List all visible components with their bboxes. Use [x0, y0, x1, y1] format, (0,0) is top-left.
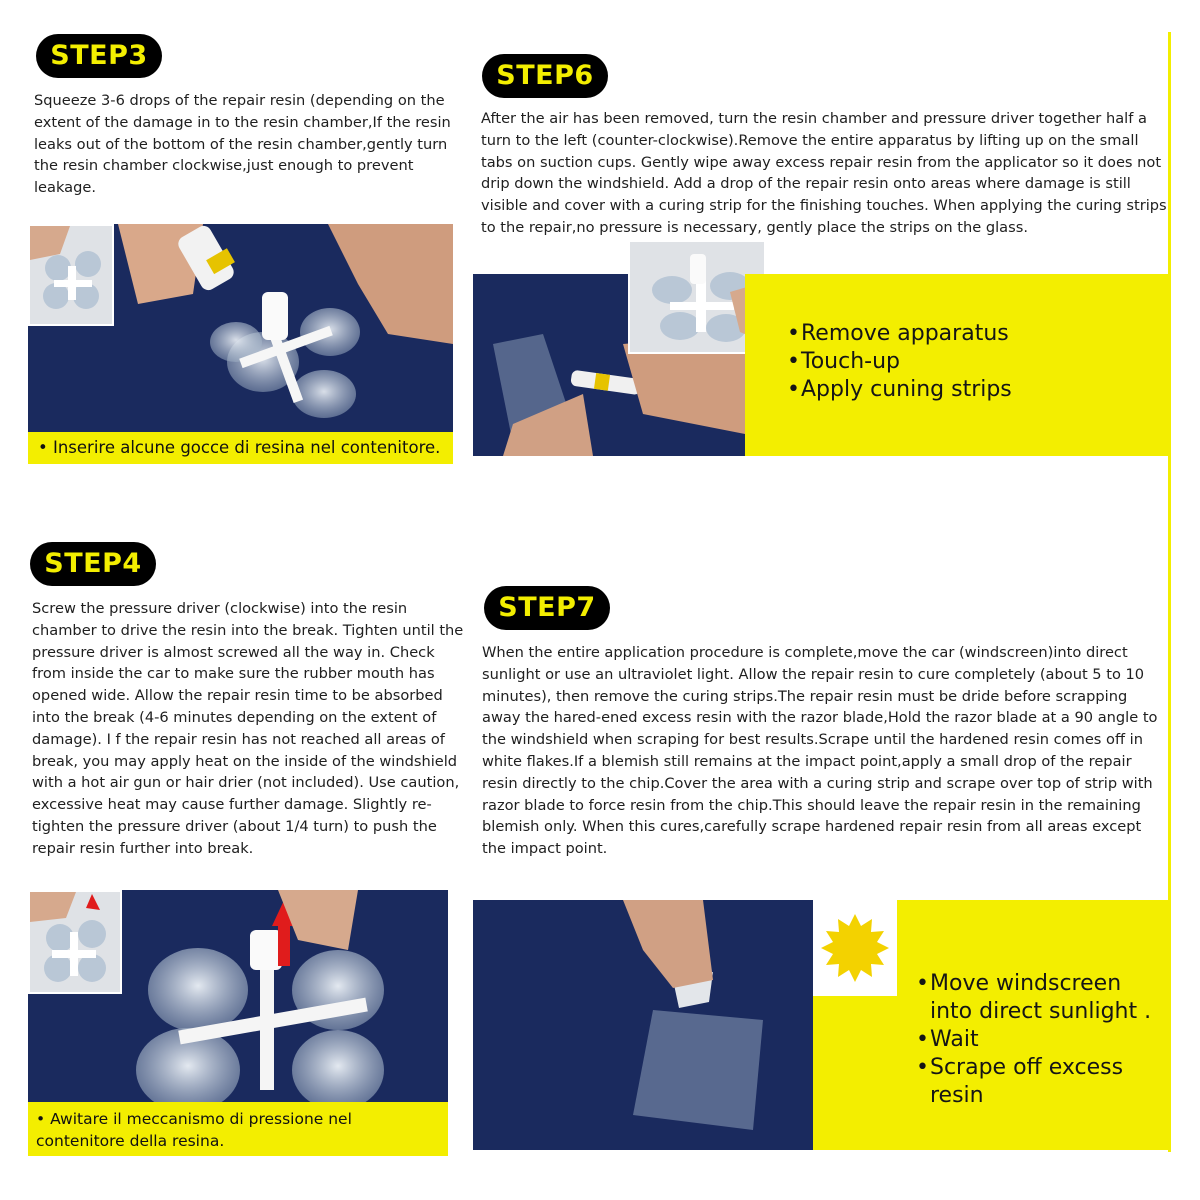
- step7-bullet-list: [912, 970, 1167, 1110]
- step6-badge: STEP6: [482, 54, 608, 98]
- step3-badge: STEP3: [36, 34, 162, 78]
- step3-photo: [28, 224, 453, 432]
- step6-text: After the air has been removed, turn the resin chamber and pressure driver together half a turn to the left (counter-clockwise).Remove the entire apparatus by lifting up on the small tabs on suction cups. Gently wipe away excess repair resin from the applicator so it does not drip down the windshield. Add a drop of the repair resin onto areas where damage is still visible and cover with a curing strip for the finishing touches. When applying the curing strips to the repair,no pressure is necessary, gently place the strips on the glass.: [481, 110, 1167, 236]
- sun-icon: [813, 900, 897, 996]
- step6-bullet: • Touch-up: [783, 348, 1012, 376]
- step7-bullet-box-bottom: [813, 996, 897, 1150]
- step6-bullet-box: [745, 274, 1168, 456]
- step4-photo: [28, 890, 448, 1102]
- step7-text: When the entire application procedure is complete,move the car (windscreen)into direct sunlight or use an ultraviolet light. Allow the repair resin to cure completely (about 5 to 10 minutes), then remove the curing strips.The repair resin must be dride before scrapping away the hared-ened excess resin with the razor blade,Hold the razor blade at a 90 angle to the windshield when scraping for best results.Scrape until the hardened resin comes off in white flakes.If a blemish still remains at the impact point,apply a small drop of the repair resin directly to the chip.Cover the area with a curing strip and scrape over top of strip with razor blade to force resin from the chip.This should leave the repair resin in the remaining blemish only. When this cures,carefully scrape hardened repair resin from all areas except the impact point.: [482, 644, 1158, 858]
- step7-bullet: • Wait: [912, 1026, 1167, 1054]
- razor-scrape-photo: [473, 900, 813, 1150]
- step6-bullet: • Apply cuning strips: [783, 376, 1012, 404]
- step4-badge: STEP4: [30, 542, 156, 586]
- step6-bullet-list: [783, 320, 1012, 404]
- inset-remove-apparatus-image: [630, 242, 764, 352]
- inset-pressure-driver-image: [30, 892, 120, 992]
- step3-text: Squeeze 3-6 drops of the repair resin (depending on the extent of the damage in to the resin chamber,If the resin leaks out of the bottom of the resin chamber,gently turn the resin chamber clockwise,just enough to prevent leakage.: [34, 92, 451, 197]
- step7-bullet: • Scrape off excess resin: [912, 1054, 1167, 1110]
- step4-text: Screw the pressure driver (clockwise) into the resin chamber to drive the resin into the break. Tighten until the pressure driver is almost screwed all the way in. Check from inside the car to make sure the rubber mouth has opened wide. Allow the repair resin time to be absorbed into the break (4-6 minutes depending on the extent of damage). I f the repair resin has not reached all areas of break, you may apply heat on the inside of the windshield with a hot air gun or hair drier (not included). Use caution, excessive heat may cause further damage. Slightly re-tighten the pressure driver (about 1/4 turn) to push the repair resin further into break.: [32, 600, 464, 857]
- step3-caption-bar: [28, 432, 453, 464]
- step7-bullet: • Move windscreen into direct sunlight .: [912, 970, 1167, 1026]
- step7-badge: STEP7: [484, 586, 610, 630]
- sun-box: [813, 900, 897, 996]
- step3-caption: • Inserire alcune gocce di resina nel contenitore.: [38, 438, 441, 457]
- step6-bullet: • Remove apparatus: [783, 320, 1012, 348]
- step3-inset-photo: [28, 224, 114, 326]
- inset-applicator-image: [30, 226, 112, 324]
- step4-caption: • Awitare il meccanismo di pressione nel contenitore della resina.: [36, 1110, 352, 1150]
- step7-photo: [473, 900, 813, 1150]
- step4-caption-bar: [28, 1102, 448, 1156]
- step4-inset-photo: [28, 890, 122, 994]
